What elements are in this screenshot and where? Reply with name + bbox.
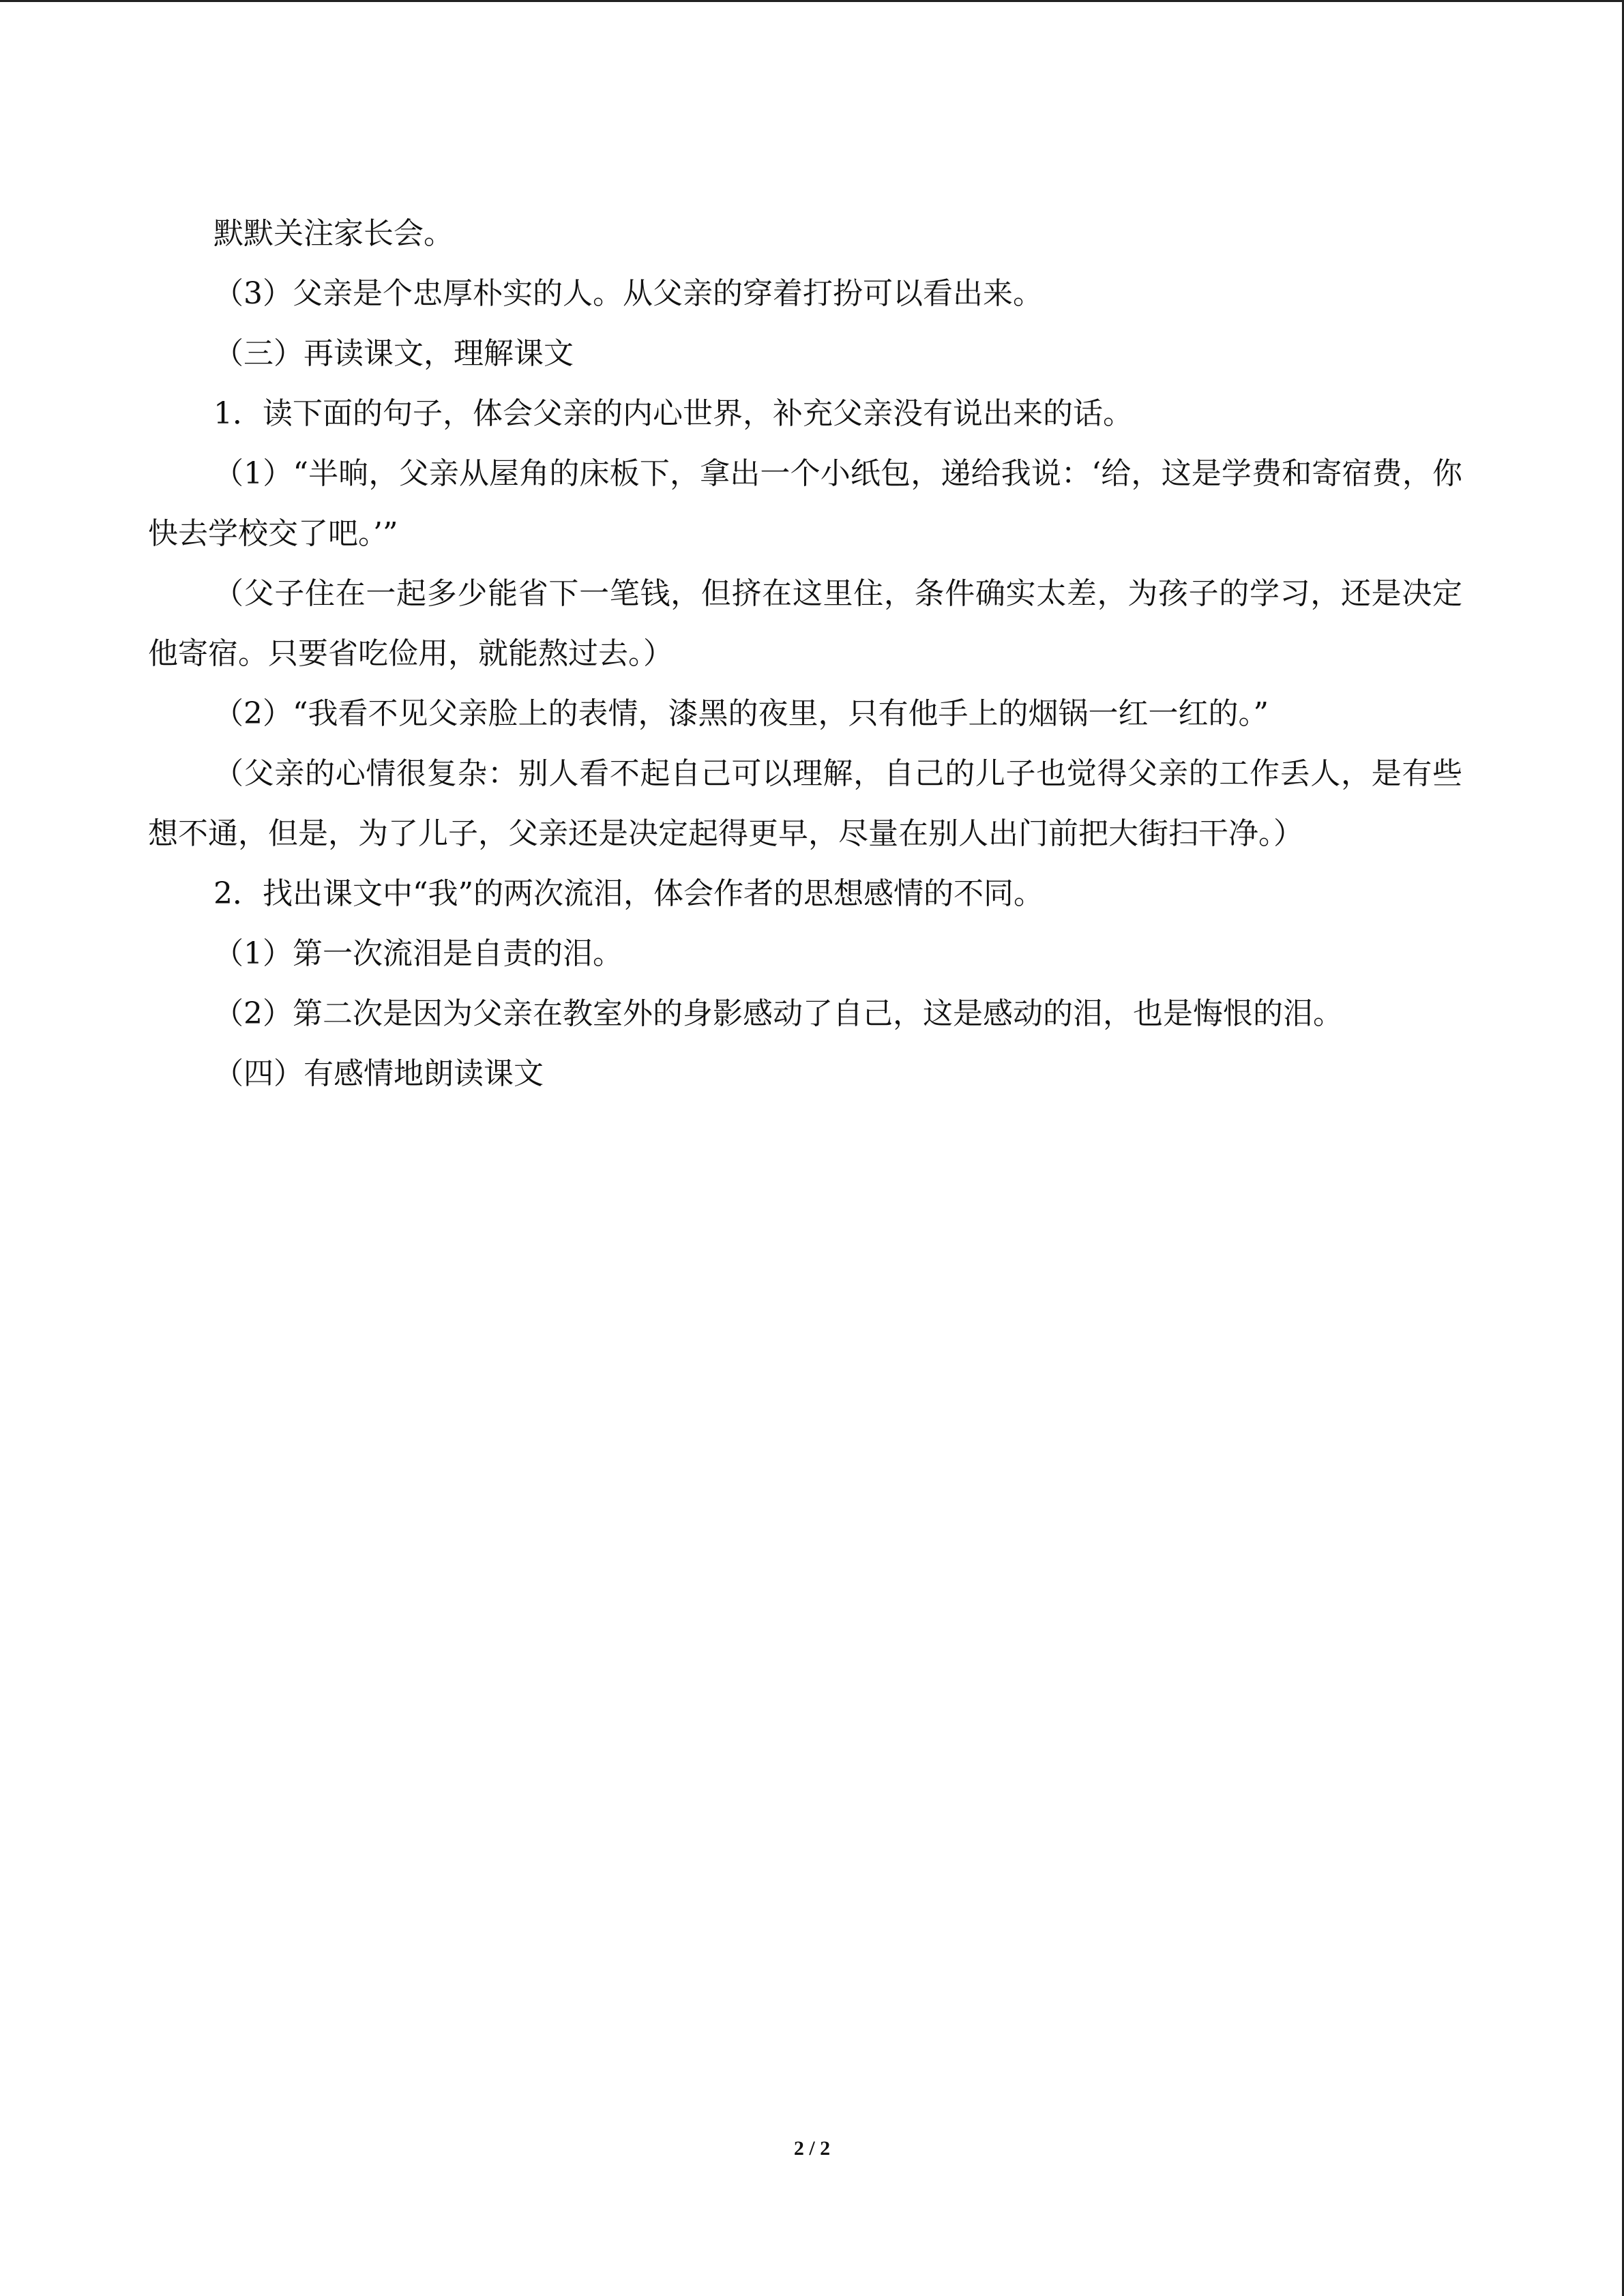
paragraph-continuation: 默默关注家长会。 [213, 216, 454, 251]
page-number: 2 / 2 [793, 2137, 831, 2160]
task-2-heading: 2．找出课文中“我”的两次流泪，体会作者的思想感情的不同。 [213, 876, 1044, 911]
answer-2: （父亲的心情很复杂：别人看不起自己可以理解，自己的儿子也觉得父亲的工作丢人，是有些想不通，但是，为了儿子，父亲还是决定起得更早，尽量在别人出门前把大街扫干净。） [148, 756, 1462, 851]
quote-1: （1）“半晌，父亲从屋角的床板下，拿出一个小纸包，递给我说：‘给，这是学费和寄宿费，你快去学校交了吧。’” [148, 456, 1462, 551]
answer-1: （父子住在一起多少能省下一笔钱，但挤在这里住，条件确实太差，为孩子的学习，还是决定他寄宿。只要省吃俭用，就能熬过去。） [148, 576, 1462, 671]
quote-2: （2）“我看不见父亲脸上的表情，漆黑的夜里，只有他手上的烟锅一红一红的。” [213, 696, 1269, 731]
paragraph-point-3: （3）父亲是个忠厚朴实的人。从父亲的穿着打扮可以看出来。 [213, 276, 1043, 311]
document-body [148, 204, 1462, 1104]
tears-point-1: （1）第一次流泪是自责的泪。 [213, 936, 623, 971]
section-heading-3: （三）再读课文，理解课文 [213, 336, 574, 371]
task-1-heading: 1．读下面的句子，体会父亲的内心世界，补充父亲没有说出来的话。 [213, 396, 1133, 431]
section-heading-4: （四）有感情地朗读课文 [213, 1056, 544, 1091]
tears-point-2: （2）第二次是因为父亲在教室外的身影感动了自己，这是感动的泪，也是悔恨的泪。 [213, 996, 1343, 1031]
